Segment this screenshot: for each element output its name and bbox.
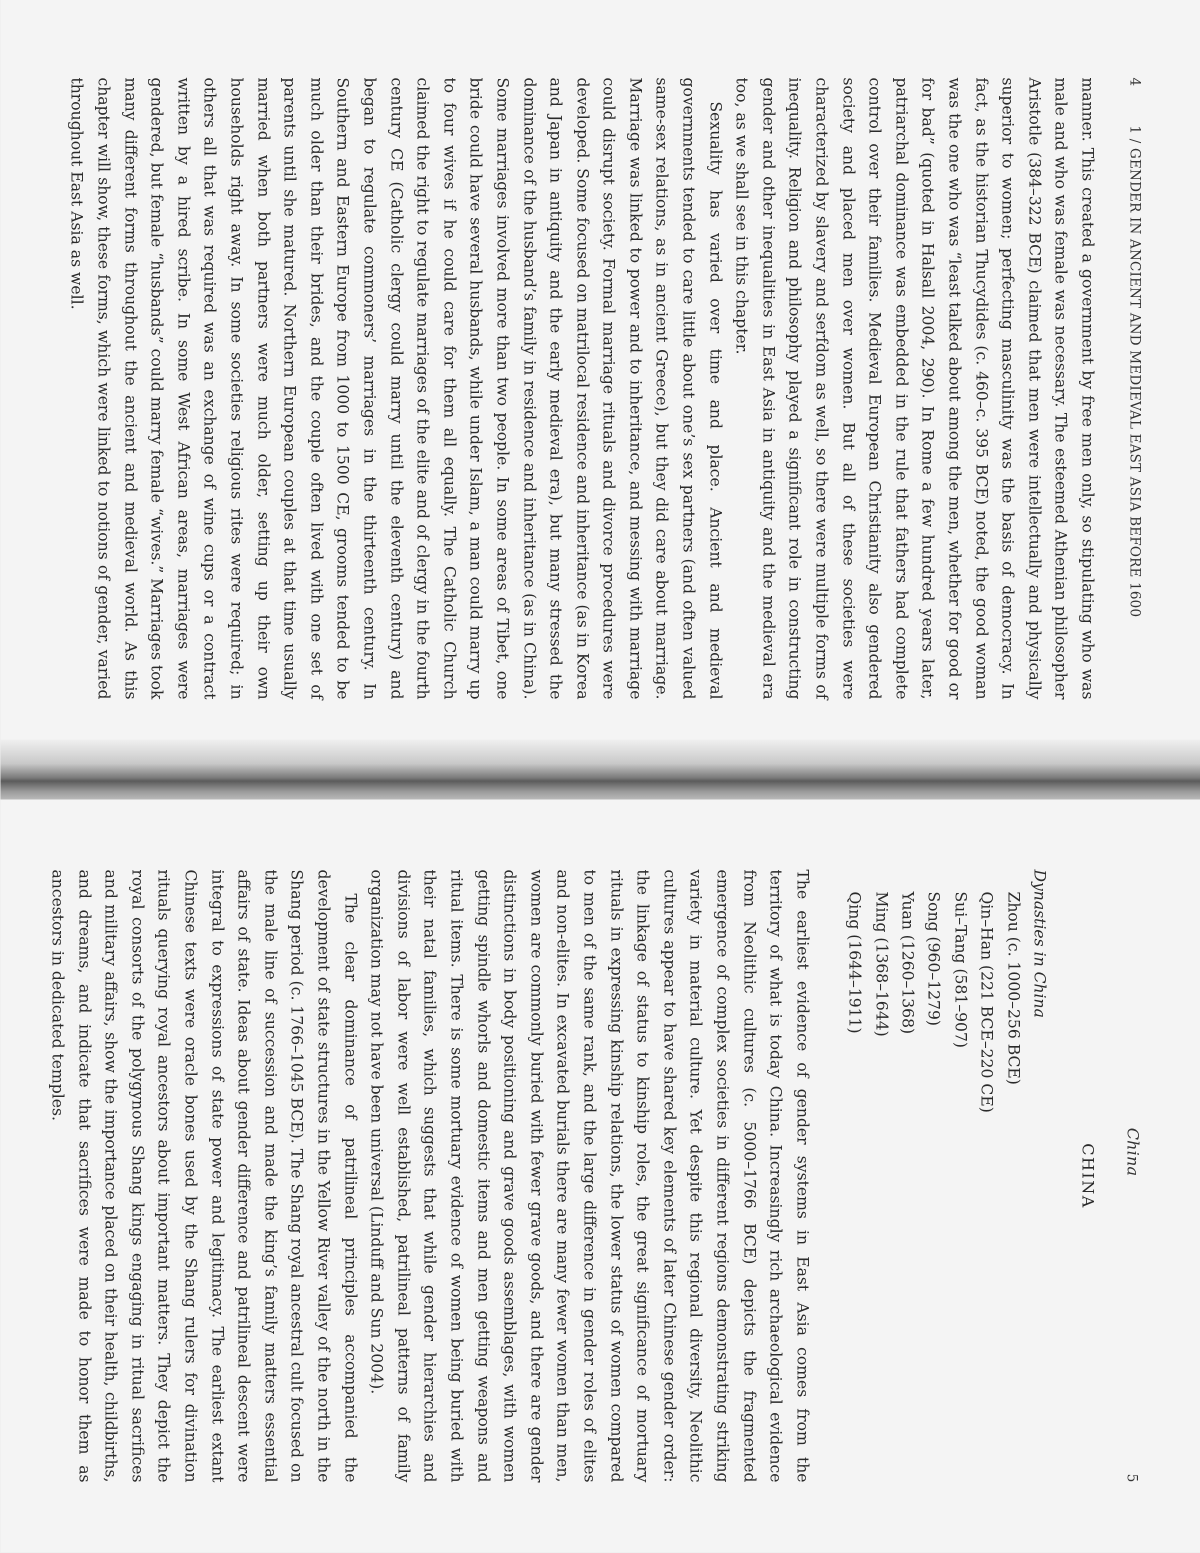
left-page	[1, 0, 1200, 760]
dynasty-item: Song (960–1279)	[924, 891, 943, 1026]
dynasty-list	[841, 870, 1052, 1483]
left-paragraph-2: Sexuality has varied over time and place. Ancient and medieval governments tended to care little about one’s sex partners (and often valued same-sex relations, as in ancient Greece), but they did care about marriage. Marriage was linked to power and to inheritance, and messing with marriage could disrupt society. Formal marriage rituals and divorce procedures were developed. Some focused on matrilocal residence and inheritance (as in Korea and Japan in antiquity and the early medieval era), but many stressed the dominance of the husband’s family in residence and inheritance (as in China). Some marriages involved more than two people. In some areas of Tibet, one bride could have several husbands, while under Islam, a man could marry up to four wives if he could care for them all equally. The Catholic Church claimed the right to regulate marriages of the elite and of clergy in the fourth century CE (Catholic clergy could marry until the eleventh century) and began to regulate commoners’ marriages in the thirteenth century. In Southern and Eastern Europe from 1000 to 1500 CE, grooms tended to be much older than their brides, and the couple often lived with one set of parents until she matured. Northern European couples at that time usually married when both partners were much older, setting up their own households right away. In some societies religious rites were required; in others all that was required was an exchange of wine cups or a contract written by a hired scribe. In some West African areas, marriages were gendered, but female “husbands” could marry female “wives.” Marriages took many different forms throughout the ancient and medieval world. As this chapter will show, these forms, which were linked to notions of gender, varied throughout East Asia as well.	[67, 77, 725, 700]
left-page-number: 4	[1126, 77, 1143, 87]
left-paragraph-1: manner. This created a government by free men only, so stipulating who was male and who was female was necessary. The esteemed Athenian philosopher Aristotle (384–322 BCE) claimed that men were intellectually and physically superior to women; perfecting masculinity was the basis of democracy. In fact, as the historian Thucydides (c. 460–c. 395 BCE) noted, the good woman was the one who was “least talked about among the men, whether for good or for bad” (quoted in Halsall 2004, 290). In Rome a few hundred years later, patriarchal dominance was embedded in the rule that fathers had complete control over their families. Medieval European Christianity also gendered society and placed men over women. But all of these societies were characterized by slavery and serfdom as well, so there were multiple forms of inequality. Religion and philosophy played a significant role in constructing gender and other inequalities in East Asia in antiquity and the medieval era too, as we shall see in this chapter.	[732, 77, 1097, 700]
section-title: CHINA	[1078, 1143, 1098, 1209]
right-paragraph-1: The earliest evidence of gender systems in East Asia comes from the territory of what is today China. Increasingly rich archaeological evidence from Neolithic cultures (c. 5000–1766 BCE) depicts the fragmented emergence of complex societies in different regions demonstrating striking variety in material culture. Yet despite this regional diversity, Neolithic cultures appear to have shared key elements of later Chinese gender order: the linkage of status to kinship roles, the great significance of mortuary rituals in expressing kinship relations, the lower status of women compared to men of the same rank, and the large difference in gender roles of elites and non-elites. In excavated burials there are many fewer women than men, women are commonly buried with fewer grave goods, and there are gender distinctions in body positioning and grave goods assemblages, with women getting spindle whorls and domestic items and men getting weapons and ritual items. There is some mortuary evidence of women being buried with their natal families, which suggests that while gender hierarchies and divisions of labor were well established, patrilineal patterns of family organization may not have been universal (Linduff and Sun 2004).	[367, 869, 812, 1483]
dynasty-list-heading: Dynasties in China	[1030, 869, 1049, 1018]
right-paragraph-2: The clear dominance of patrilineal principles accompanied the development of state structures in the Yellow River valley of the north in the Shang period (c. 1766–1045 BCE). The Shang royal ancestral cult focused on the male line of succession and made the king’s family matters essential affairs of state. Ideas about gender difference and patrilineal descent were integral to expressions of state power and legitimacy. The earliest extant Chinese texts were oracle bones used by the Shang rulers for divination rituals querying royal ancestors about important matters. They depict the royal consorts of the polygynous Shang kings engaging in ritual sacrifices and military affairs, show the importance placed on their health, childbirths, and dreams, and indicate that sacrifices were made to honor them as ancestors in dedicated temples.	[48, 869, 360, 1483]
right-running-head-title: China	[1123, 1127, 1143, 1177]
left-running-head	[1127, 78, 1143, 700]
right-page	[1, 800, 1200, 1553]
dynasty-item: Zhou (c. 1000–256 BCE)	[1004, 891, 1023, 1085]
dynasty-item: Qing (1644–1911)	[845, 891, 864, 1034]
right-running-head	[1124, 870, 1143, 1483]
rotated-spread	[1, 0, 1200, 1553]
spacer	[815, 870, 827, 1483]
dynasty-item: Ming (1368–1644)	[872, 891, 891, 1037]
left-running-head-title: 1 / GENDER IN ANCIENT AND MEDIEVAL EAST ASIA BEFORE 1600	[1126, 125, 1143, 618]
dynasty-item: Yuan (1260–1368)	[898, 891, 917, 1035]
dynasty-item: Qin–Han (221 BCE–220 CE)	[977, 891, 996, 1113]
dynasty-item: Sui–Tang (581–907)	[951, 891, 970, 1048]
right-page-number: 5	[1123, 1473, 1140, 1483]
